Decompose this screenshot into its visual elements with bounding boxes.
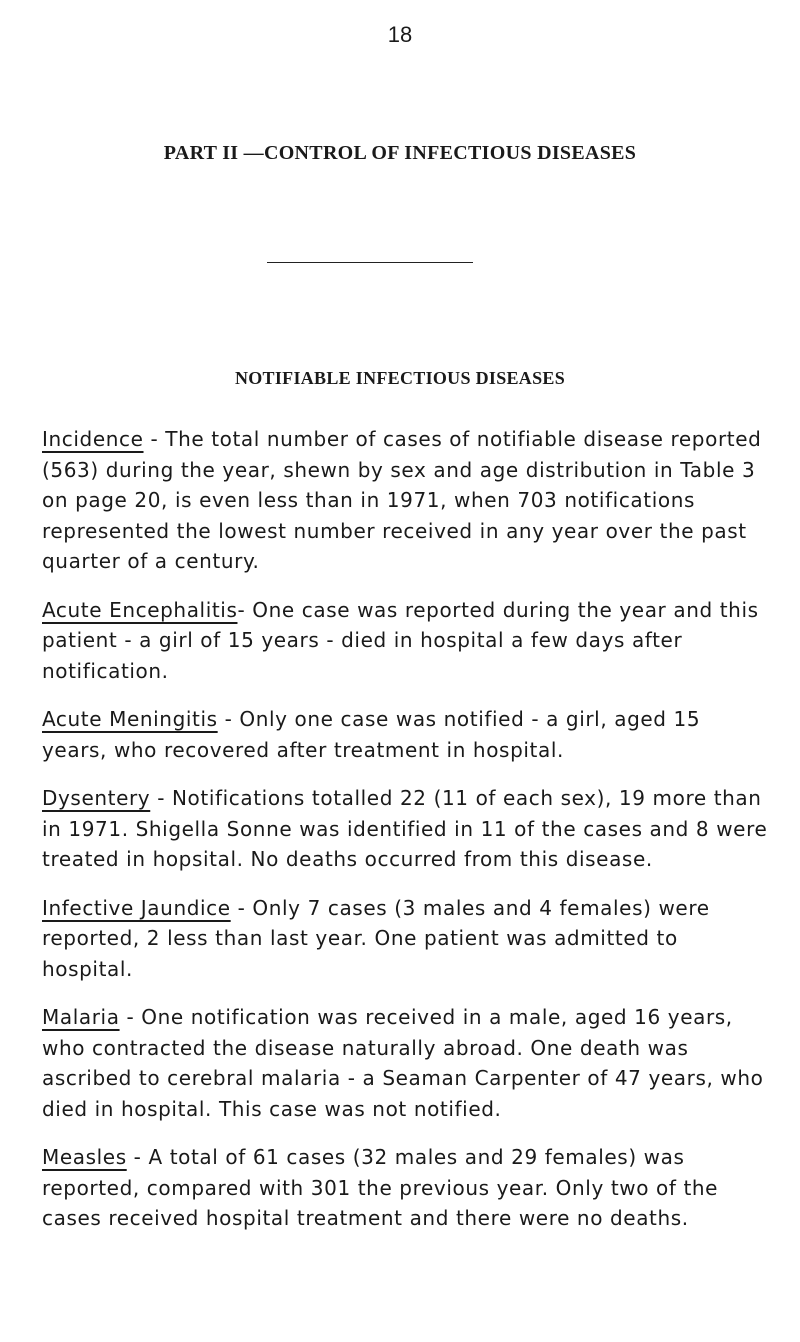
paragraph-malaria bbox=[42, 1002, 772, 1124]
paragraph-label: Dysentery bbox=[42, 786, 151, 810]
paragraph-label: Measles bbox=[42, 1145, 127, 1169]
paragraph-acute-encephalitis bbox=[42, 595, 772, 687]
paragraph-measles bbox=[42, 1142, 772, 1234]
page-number: 18 bbox=[387, 22, 413, 47]
paragraph-text: - Only one case was notified - a girl, aged 15 years, who recovered after treatment in hospital. bbox=[42, 707, 701, 762]
paragraph-text: - Notifications totalled 22 (11 of each sex), 19 more than in 1971. Shigella Sonne was identified in 11 of the cases and 8 were treated in hopsital. No deaths occurred from this disease. bbox=[42, 786, 768, 871]
section-title: NOTIFIABLE INFECTIOUS DISEASES bbox=[234, 368, 566, 388]
paragraph-dysentery bbox=[42, 783, 772, 875]
paragraph-label: Acute Meningitis bbox=[42, 707, 218, 731]
paragraph-text: - One notification was received in a male, aged 16 years, who contracted the disease naturally abroad. One death was ascribed to cerebral malaria - a Seaman Carpenter of 47 years, who died in hospital. This case was not notified. bbox=[42, 1005, 764, 1121]
disease-paragraphs bbox=[42, 424, 772, 1252]
paragraph-label: Incidence bbox=[42, 427, 144, 451]
paragraph-acute-meningitis bbox=[42, 704, 772, 765]
paragraph-text: - One case was reported during the year and this patient - a girl of 15 years - died in hospital a few days after notification. bbox=[42, 597, 759, 683]
paragraph-text: - The total number of cases of notifiable disease reported (563) during the year, shewn by sex and age distribution in Table 3 on page 20, is even less than in 1971, when 703 notifications represented the lowest number received in any year over the past quarter of a century. bbox=[42, 427, 762, 573]
paragraph-incidence bbox=[42, 424, 772, 577]
part-title: PART II —CONTROL OF INFECTIOUS DISEASES bbox=[163, 142, 637, 164]
paragraph-infective-jaundice bbox=[42, 893, 772, 985]
paragraph-label: Malaria bbox=[42, 1005, 120, 1029]
paragraph-text: - A total of 61 cases (32 males and 29 females) was reported, compared with 301 the previous year. Only two of the cases received hospital treatment and there were no deaths. bbox=[42, 1145, 719, 1230]
paragraph-text: - Only 7 cases (3 males and 4 females) were reported, 2 less than last year. One patient was admitted to hospital. bbox=[42, 895, 710, 981]
section-divider bbox=[267, 262, 473, 263]
paragraph-label: Infective Jaundice bbox=[42, 895, 231, 920]
paragraph-label: Acute Encephalitis bbox=[42, 597, 238, 622]
